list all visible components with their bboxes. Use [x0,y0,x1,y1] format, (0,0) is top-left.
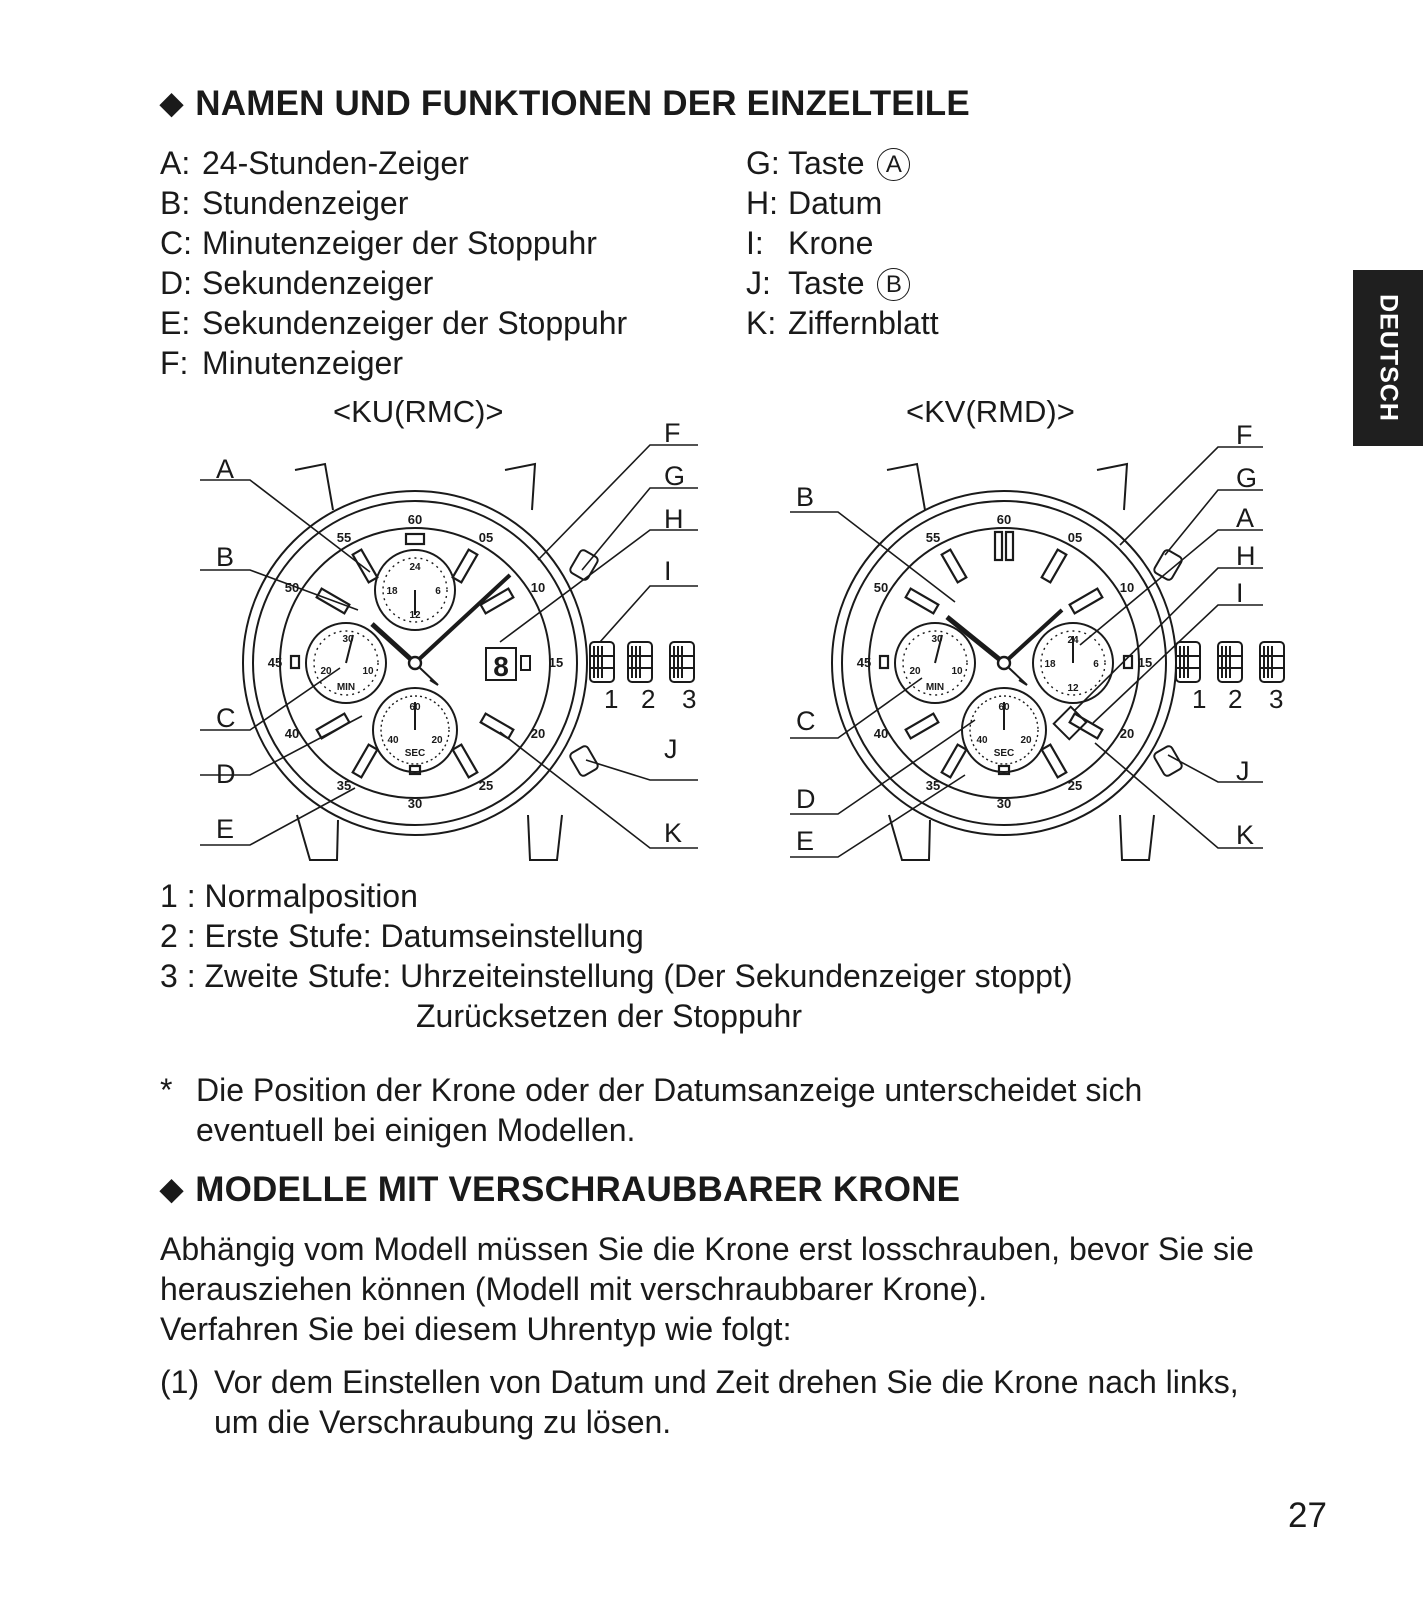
callout-label: H [1236,541,1256,571]
diamond-bullet-icon: ◆ [160,1173,184,1206]
list-item: E: Sekundenzeiger der Stoppuhr [160,305,628,341]
list-item: K: Ziffernblatt [746,305,939,341]
list-item: A: 24-Stunden-Zeiger [160,145,469,181]
dial-number: 20 [1119,726,1135,741]
subdial-label: 40 [387,735,399,746]
callout-label: B [216,542,235,572]
subdial-label: 6 [1093,659,1099,670]
subdial-label: 60 [409,702,421,713]
callout-label: I [1236,578,1244,608]
dial-number: 30 [996,796,1012,811]
callout-label: C [216,703,236,733]
watch-right [790,447,1284,860]
subdial-label: SEC [993,748,1015,759]
dial-number: 45 [856,655,872,670]
dial-number: 40 [873,726,889,741]
subdial-label: 18 [1044,659,1056,670]
list-item: G: Taste A [746,143,939,183]
subdial-label: MIN [925,682,945,693]
button-a-symbol: A [877,148,910,181]
dial-number: 30 [407,796,423,811]
footnote-mark: * [160,1072,173,1108]
model-label-right: <KV(RMD)> [906,394,1075,429]
subdial-label: 12 [1067,683,1079,694]
list-item: 2 : Erste Stufe: Datumseinstellung [160,918,644,954]
subdial-label: MIN [336,682,356,693]
list-item: F: Minutenzeiger [160,345,403,381]
date-digit: 8 [493,651,509,682]
subdial-label: SEC [404,748,426,759]
callout-label: I [664,556,672,586]
language-tab [1353,270,1423,446]
button-b-symbol: B [877,268,910,301]
dial-number: 05 [478,530,494,545]
dial-number: 35 [336,778,352,793]
callout-label: F [664,420,681,448]
dial-number: 40 [284,726,300,741]
dial-number: 25 [1067,778,1083,793]
watch-left [200,445,698,860]
callout-label: J [1236,756,1250,786]
dial-number: 60 [996,512,1012,527]
parts-list-right [746,143,939,343]
callout-label: F [1236,420,1253,450]
dial-number: 05 [1067,530,1083,545]
dial-number: 15 [1137,655,1153,670]
step-text: Vor dem Einstellen von Datum und Zeit drehen Sie die Krone nach links, um die Verschraubung zu lösen. [214,1364,1239,1440]
subdial-label: 60 [998,702,1010,713]
callout-label: H [664,504,684,534]
callout-label: K [664,818,683,848]
crown-position-label: 3 [682,684,697,714]
dial-number: 25 [478,778,494,793]
crown-position-label: 1 [1192,684,1207,714]
callout-label: B [796,482,815,512]
model-label-left: <KU(RMC)> [333,394,504,429]
diamond-bullet-icon: ◆ [160,87,184,120]
crown-notes [160,876,1072,1036]
section-paragraph: Abhängig vom Modell müssen Sie die Krone erst losschrauben, bevor Sie sie herausziehen können (Modell mit verschraubbarer Krone). Verfahren Sie bei diesem Uhrentyp wie folgt: [160,1231,1254,1347]
crown-position-label: 2 [1228,684,1243,714]
callout-label: D [796,784,816,814]
section-heading-screw-crown [160,1170,960,1210]
dial-number: 45 [267,655,283,670]
subdial-label: 20 [1020,735,1032,746]
callout-label: A [1236,503,1255,533]
footnote-text: Die Position der Krone oder der Datumsanzeige unterscheidet sich eventuell bei einigen Modellen. [196,1072,1143,1148]
subdial-label: 24 [409,562,421,573]
dial-number: 60 [407,512,423,527]
subdial-label: 20 [320,666,332,677]
subdial-label: 6 [435,586,441,597]
subdial-label: 24 [1067,635,1079,646]
subdial-label: 10 [362,666,374,677]
parts-list-left [160,143,627,383]
page-number: 27 [1288,1496,1327,1535]
subdial-label: 30 [342,634,354,645]
dial-number: 35 [925,778,941,793]
dial-number: 10 [1119,580,1135,595]
callout-label: D [216,759,236,789]
list-item: I: Krone [746,225,874,261]
dial-number: 50 [284,580,300,595]
callout-label: E [216,814,235,844]
list-item: B: Stundenzeiger [160,185,409,221]
watch-diagrams [0,420,1340,880]
section-heading-parts [160,84,970,124]
subdial-label: 40 [976,735,988,746]
dial-number: 20 [530,726,546,741]
dial-number: 55 [925,530,941,545]
step-number: (1) [160,1364,200,1400]
callout-label: J [664,734,678,764]
callout-label: C [796,706,816,736]
dial-number: 10 [530,580,546,595]
subdial-label: 18 [386,586,398,597]
language-tab-label: DEUTSCH [1374,294,1403,422]
list-item: 3 : Zweite Stufe: Uhrzeiteinstellung (Der Sekundenzeiger stoppt) [160,958,1073,994]
subdial-label: 10 [951,666,963,677]
callout-label: E [796,826,815,856]
subdial-label: 20 [909,666,921,677]
crown-position-label: 1 [604,684,619,714]
dial-number: 50 [873,580,889,595]
list-item: J: Taste B [746,263,939,303]
section-title: MODELLE MIT VERSCHRAUBBARER KRONE [195,1170,961,1209]
list-item: H: Datum [746,185,883,221]
subdial-label: 12 [409,610,421,621]
callout-label: G [664,461,686,491]
crown-position-label: 3 [1269,684,1284,714]
list-item: C: Minutenzeiger der Stoppuhr [160,225,597,261]
crown-position-label: 2 [641,684,656,714]
list-item: Zurücksetzen der Stoppuhr [416,998,802,1034]
list-item: D: Sekundenzeiger [160,265,434,301]
callout-label: G [1236,463,1258,493]
callout-label: K [1236,820,1255,850]
dial-number: 15 [548,655,564,670]
callout-label: A [216,454,235,484]
subdial-label: 30 [931,634,943,645]
list-item: 1 : Normalposition [160,878,418,914]
section-title: NAMEN UND FUNKTIONEN DER EINZELTEILE [195,84,970,123]
subdial-label: 20 [431,735,443,746]
dial-number: 55 [336,530,352,545]
